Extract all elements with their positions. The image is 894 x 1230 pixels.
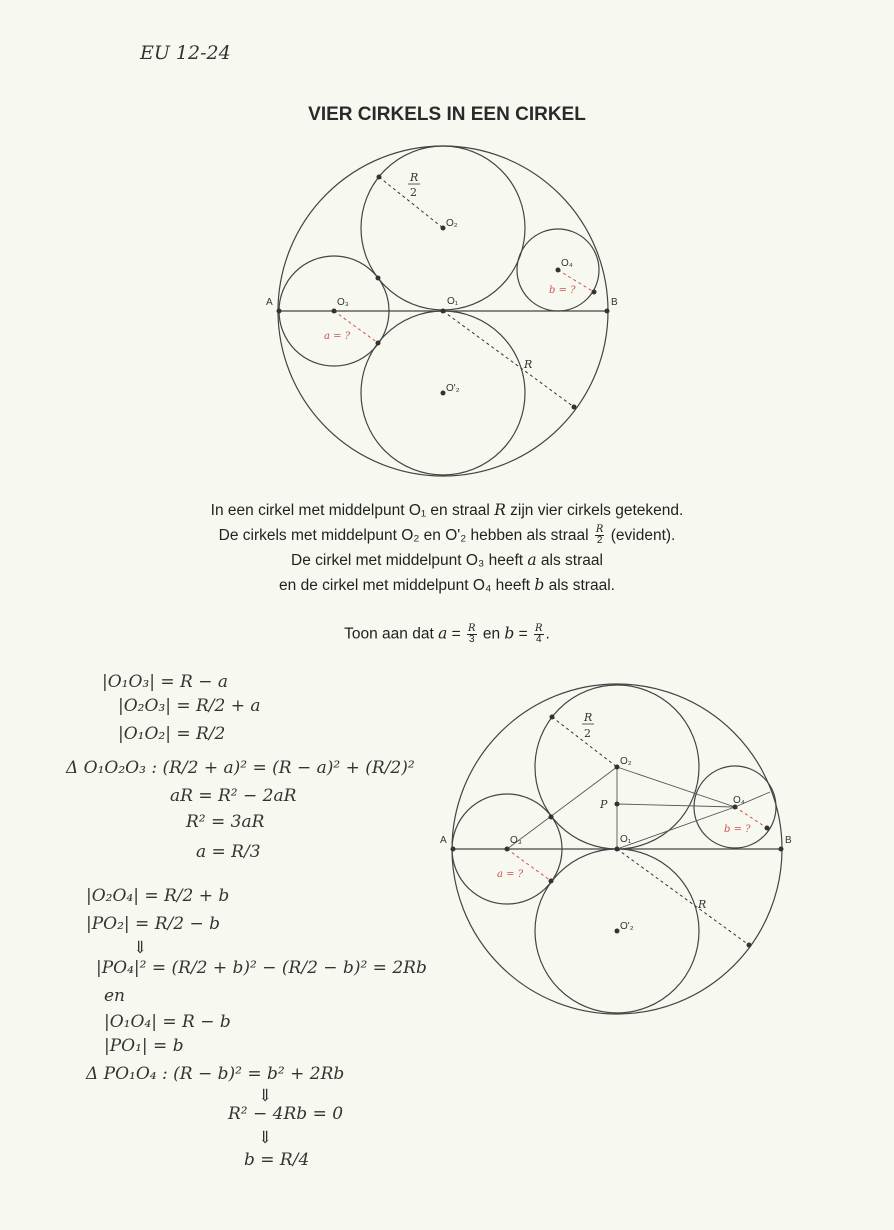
label-o2p: O'₂ — [446, 383, 460, 394]
label-b-radius: b = ? — [549, 285, 576, 296]
b-label-p: P — [600, 798, 608, 811]
hw-arrow-1: ⇓ — [133, 938, 148, 958]
label-o4: O₄ — [561, 258, 573, 269]
hw-line-5: aR = R² − 2aR — [170, 786, 297, 806]
hw-line-3: |O₁O₂| = R/2 — [118, 724, 226, 744]
fraction-r-2: $\frac{R}{2}$ — [595, 524, 604, 547]
label-a-radius: a = ? — [324, 331, 351, 342]
label-o1: O₁ — [447, 296, 459, 307]
hw-line-11: |PO₄|² = (R/2 + b)² − (R/2 − b)² = 2Rb — [96, 958, 427, 978]
fraction-r-4: $\frac{R}{4}$ — [535, 623, 543, 645]
label-o3: O₃ — [337, 297, 349, 308]
hw-line-9: |PO₂| = R/2 − b — [86, 914, 220, 934]
b-label-r2-num: R — [584, 711, 593, 724]
document-code: EU 12-24 — [140, 42, 231, 64]
b-label-o3: O₃ — [510, 835, 522, 846]
hw-line-17: R² − 4Rb = 0 — [228, 1104, 344, 1124]
hw-line-7: a = R/3 — [196, 842, 261, 862]
b-point-t5 — [747, 943, 752, 948]
hw-line-19: b = R/4 — [244, 1150, 310, 1170]
fraction-r-3: $\frac{R}{3}$ — [468, 623, 476, 645]
b-label-o2p: O'₂ — [620, 921, 634, 932]
b-label-o4: O₄ — [733, 795, 745, 806]
b-label-r: R — [698, 898, 707, 911]
hw-line-14: |PO₁| = b — [104, 1036, 184, 1056]
b-seg-o1-o4 — [617, 807, 735, 849]
page-title: VIER CIRKELS IN EEN CIRKEL — [308, 104, 586, 125]
b-point-o1 — [615, 847, 620, 852]
label-r2-num: R — [410, 171, 419, 184]
label-a: A — [266, 297, 273, 308]
label-r2-den: 2 — [410, 186, 417, 199]
b-point-t1 — [550, 715, 555, 720]
b-label-r2-den: 2 — [584, 727, 591, 740]
hw-line-12: en — [104, 986, 126, 1006]
hw-line-8: |O₂O₄| = R/2 + b — [86, 886, 230, 906]
b-point-o3 — [505, 847, 510, 852]
b-radius-r-dash — [617, 849, 749, 945]
statement-line-4: en de cirkel met middelpunt O₄ heeft b als straal. — [279, 576, 615, 594]
hw-line-2: |O₂O₃| = R/2 + a — [118, 696, 261, 716]
b-label-a-radius: a = ? — [497, 869, 524, 880]
b-point-a — [451, 847, 456, 852]
hw-line-6: R² = 3aR — [186, 812, 265, 832]
hw-line-13: |O₁O₄| = R − b — [104, 1012, 231, 1032]
hw-arrow-2: ⇓ — [258, 1086, 273, 1106]
statement-line-3: De cirkel met middelpunt O₃ heeft a als straal — [291, 551, 603, 569]
b-point-t3 — [549, 879, 554, 884]
b-point-b — [779, 847, 784, 852]
b-seg-o2-o4 — [617, 767, 735, 807]
statement-line-1: In een cirkel met middelpunt O₁ en straal R zijn vier cirkels getekend. — [210, 501, 684, 519]
hw-line-15: Δ PO₁O₄ : (R − b)² = b² + 2Rb — [86, 1064, 345, 1084]
statement-line-2: De cirkels met middelpunt O₂ en O'₂ hebben als straal $\frac{R}{2}$ (evident). — [218, 524, 676, 547]
b-point-t4 — [765, 826, 770, 831]
b-label-b: B — [785, 835, 792, 846]
hw-line-4: Δ O₁O₂O₃ : (R/2 + a)² = (R − a)² + (R/2)² — [66, 758, 415, 778]
hw-arrow-3: ⇓ — [258, 1128, 273, 1148]
b-point-o2 — [615, 765, 620, 770]
label-o2: O₂ — [446, 218, 458, 229]
b-point-p — [615, 802, 620, 807]
label-r: R — [524, 358, 533, 371]
b-label-a: A — [440, 835, 447, 846]
b-radius-r2-dash — [552, 717, 617, 767]
task-line: Toon aan dat a = $\frac{R}{3}$ en b = $\frac{R}{4}$ . — [344, 623, 550, 645]
b-point-o2p — [615, 929, 620, 934]
b-seg-p-o4 — [617, 804, 735, 807]
b-label-o2: O₂ — [620, 756, 632, 767]
hw-line-1: |O₁O₃| = R − a — [102, 672, 228, 692]
b-label-o1: O₁ — [620, 834, 632, 845]
b-label-b-radius: b = ? — [724, 824, 751, 835]
b-point-t2 — [549, 815, 554, 820]
label-b: B — [611, 297, 618, 308]
